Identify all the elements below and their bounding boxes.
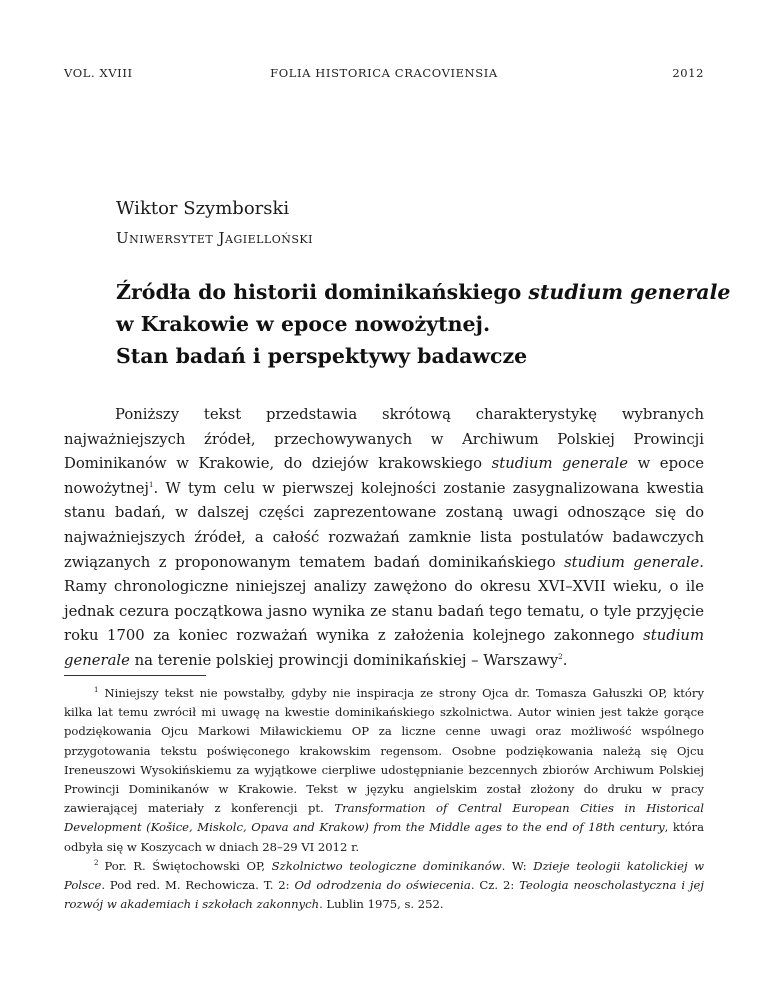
footnote-mark-1: 1 [94, 686, 99, 695]
footnote-ref-1: 1 [149, 480, 154, 489]
article-title [116, 276, 731, 372]
title-line-2: w Krakowie w epoce nowożytnej. [116, 312, 491, 336]
footnote-1: $^1$ Niniejszy tekst nie powstałby, gdyby nie inspiracja ze strony Ojca dr. Tomasza Gałuszki OP, który kilka lat temu zwrócił mi uwagę na kwestie dominikańskiego szkolnictwa. Autor winien jest także gorące podziękowania Ojcu Markowi Miławickiemu OP za liczne cenne uwagi oraz możliwość wspólnego przygotowania tekstu poświęconego krakowskim regensom. Osobne podziękowania należą się Ojcu Ireneuszowi Wysokińskiemu za wyjątkowe cierpliwe udostępnianie bezcennych zbiorów Archiwum Polskiej Prowincji Dominikanów w Krakowie. Tekst w języku angielskim został złożony do druku w pracy zawierającej materiały z konferencji pt. Transformation of Central European Cities in Historical Development (Košice, Miskolc, Opava and Krakow) from the Middle ages to the end of 18th century, która odbyła się w Koszycach w dniach 28–29 VI 2012 r. [64, 686, 705, 854]
footnote-mark-2: 2 [94, 858, 99, 867]
title-italic-term: studium generale [528, 280, 731, 304]
author-affiliation: Uniwersytet Jagielloński [116, 229, 313, 247]
footnotes [64, 684, 704, 914]
journal-name: FOLIA HISTORICA CRACOVIENSIA [270, 66, 498, 80]
volume-number: VOL. XVIII [64, 66, 133, 80]
publication-year: 2012 [672, 66, 704, 80]
title-line-1: Źródła do historii dominikańskiego studium generale [116, 280, 731, 304]
body-paragraph: Poniższy tekst przedstawia skrótową charakterystykę wybranych najważniejszych źródeł, przechowywanych w Archiwum Polskiej Prowincji Dominikanów w Krakowie, do dziejów krakowskiego studium generale w epoce nowożytnej$^1$. W tym celu w pierwszej kolejności zostanie zasygnalizowana kwestia stanu badań, w dalszej części zaprezentowane zostaną uwagi odnoszące się do najważniejszych źródeł, a całość rozważań zamknie lista postulatów badawczych związanych z proponowanym tematem badań dominikańskiego studium generale. Ramy chronologiczne niniejszej analizy zawężono do okresu XVI–XVII wieku, o ile jednak cezura początkowa jasno wynika ze stanu badań tego tematu, o tyle przyjęcie roku 1700 za koniec rozważań wynika z założenia kolejnego zakonnego studium generale na terenie polskiej prowincji dominikańskiej – Warszawy$^2$. [64, 406, 704, 669]
footnote-ref-2: 2 [558, 653, 563, 662]
author-name: Wiktor Szymborski [116, 198, 290, 219]
footnote-2: $^2$ Por. R. Świętochowski OP, Szkolnictwo teologiczne dominikanów. W: Dzieje teologii katolickiej w Polsce. Pod red. M. Rechowicza. T. 2: Od odrodzenia do oświecenia. Cz. 2: Teologia neoscholastyczna i jej rozwój w akademiach i szkołach zakonnych. Lublin 1975, s. 252. [64, 858, 705, 912]
title-line-3: Stan badań i perspektywy badawcze [116, 344, 528, 368]
footnote-divider [64, 675, 206, 676]
